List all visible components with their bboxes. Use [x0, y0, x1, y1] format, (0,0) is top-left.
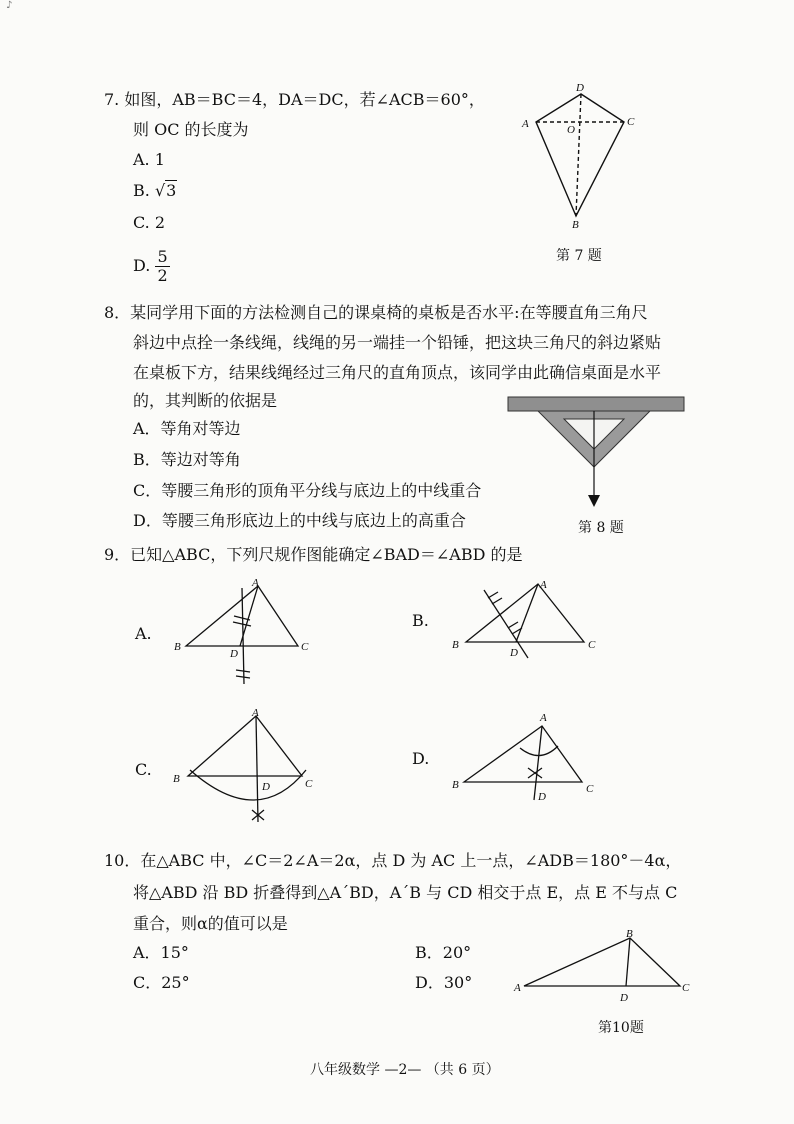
q9-stem: 9．已知△ABC，下列尺规作图能确定∠BAD＝∠ABD 的是 — [104, 545, 523, 564]
q7-option-b-label: B. — [133, 181, 150, 200]
fig10-label-a: A — [514, 982, 521, 994]
q10-stem-line2: 将△ABD 沿 BD 折叠得到△A´BD，A´B 与 CD 相交于点 E，点 E 不与点 C — [133, 883, 678, 902]
fig-d-label-d: D — [538, 791, 546, 803]
q9-figure-c — [168, 707, 328, 830]
q7-kite-figure — [510, 80, 640, 230]
fig-a-label-c: C — [301, 641, 309, 653]
q9-option-a-label: A. — [135, 624, 152, 643]
q7-option-d-label: D. — [133, 256, 151, 275]
q8-triangle-ruler-figure — [506, 395, 686, 510]
fraction-numerator: 5 — [157, 247, 168, 266]
fig-a-label-b: B — [174, 641, 181, 653]
fig-d-label-c: C — [586, 783, 594, 795]
q8-option-b: B．等边对等角 — [133, 450, 241, 469]
q8-option-c: C．等腰三角形的顶角平分线与底边上的中线重合 — [133, 481, 482, 500]
corner-mark: ♪ — [6, 0, 13, 11]
q9-figure-d — [450, 708, 610, 808]
q10-option-b: B．20° — [415, 943, 472, 962]
fig-d-label-a: A — [540, 712, 547, 724]
page-footer: 八年级数学 —2— （共 6 页） — [310, 1062, 500, 1078]
q8-stem-line4: 的，其判断的依据是 — [133, 391, 278, 410]
q9-option-d-label: D. — [412, 749, 430, 768]
q8-stem-line1: 8．某同学用下面的方法检测自己的课桌椅的桌板是否水平:在等腰直角三角尺 — [104, 303, 648, 322]
q9-figure-b — [450, 576, 610, 666]
fig-c-label-b: B — [173, 773, 180, 785]
q7-caption: 第 7 题 — [556, 248, 602, 264]
kite-label-o: O — [567, 124, 575, 136]
fig10-label-c: C — [682, 982, 690, 994]
fig-a-label-a: A — [252, 577, 259, 589]
kite-label-d: D — [576, 82, 584, 94]
sqrt-sign: √3 — [154, 181, 177, 200]
kite-label-b: B — [572, 219, 579, 231]
q10-stem-line1: 10．在△ABC 中，∠C＝2∠A＝2α，点 D 为 AC 上一点，∠ADB＝180°－4α， — [104, 851, 682, 870]
kite-label-a: A — [522, 118, 529, 130]
q7-option-c: C. 2 — [133, 213, 166, 232]
q10-option-a: A．15° — [133, 943, 189, 962]
fig-b-label-a: A — [540, 579, 547, 591]
fig-a-label-d: D — [230, 648, 238, 660]
q7-option-a: A. 1 — [133, 150, 165, 169]
fig-c-label-a: A — [252, 707, 259, 719]
fig-b-label-c: C — [588, 639, 596, 651]
q10-option-c: C．25° — [133, 973, 190, 992]
kite-label-c: C — [627, 116, 635, 128]
q7-stem-line1: 7. 如图，AB＝BC＝4，DA＝DC，若∠ACB＝60°， — [104, 90, 485, 109]
radicand: 3 — [166, 181, 177, 200]
fraction — [155, 248, 169, 285]
q7-stem-line2: 则 OC 的长度为 — [133, 120, 249, 139]
fig-d-label-b: B — [452, 779, 459, 791]
q8-caption: 第 8 题 — [578, 520, 624, 536]
fig10-label-d: D — [620, 992, 628, 1004]
q7-option-d — [133, 244, 170, 288]
q7-option-b — [133, 181, 177, 201]
q9-option-b-label: B. — [412, 611, 429, 630]
q10-caption: 第10题 — [598, 1020, 644, 1036]
q10-stem-line3: 重合，则α的值可以是 — [133, 914, 288, 933]
q8-stem-line3: 在桌板下方，结果线绳经过三角尺的直角顶点，该同学由此确信桌面是水平 — [133, 363, 662, 382]
fig-c-label-d: D — [262, 781, 270, 793]
fig10-label-b: B — [626, 928, 633, 940]
q8-option-d: D．等腰三角形底边上的中线与底边上的高重合 — [133, 511, 466, 530]
q9-figure-a — [170, 577, 320, 690]
fraction-denominator: 2 — [157, 266, 168, 285]
q10-triangle-figure — [510, 928, 700, 1008]
fig-b-label-d: D — [510, 647, 518, 659]
q10-option-d: D．30° — [415, 973, 473, 992]
q8-stem-line2: 斜边中点拴一条线绳，线绳的另一端挂一个铅锤，把这块三角尺的斜边紧贴 — [133, 333, 662, 352]
q9-option-c-label: C. — [135, 760, 152, 779]
q8-option-a: A．等角对等边 — [133, 419, 241, 438]
fig-c-label-c: C — [305, 778, 313, 790]
fig-b-label-b: B — [452, 639, 459, 651]
